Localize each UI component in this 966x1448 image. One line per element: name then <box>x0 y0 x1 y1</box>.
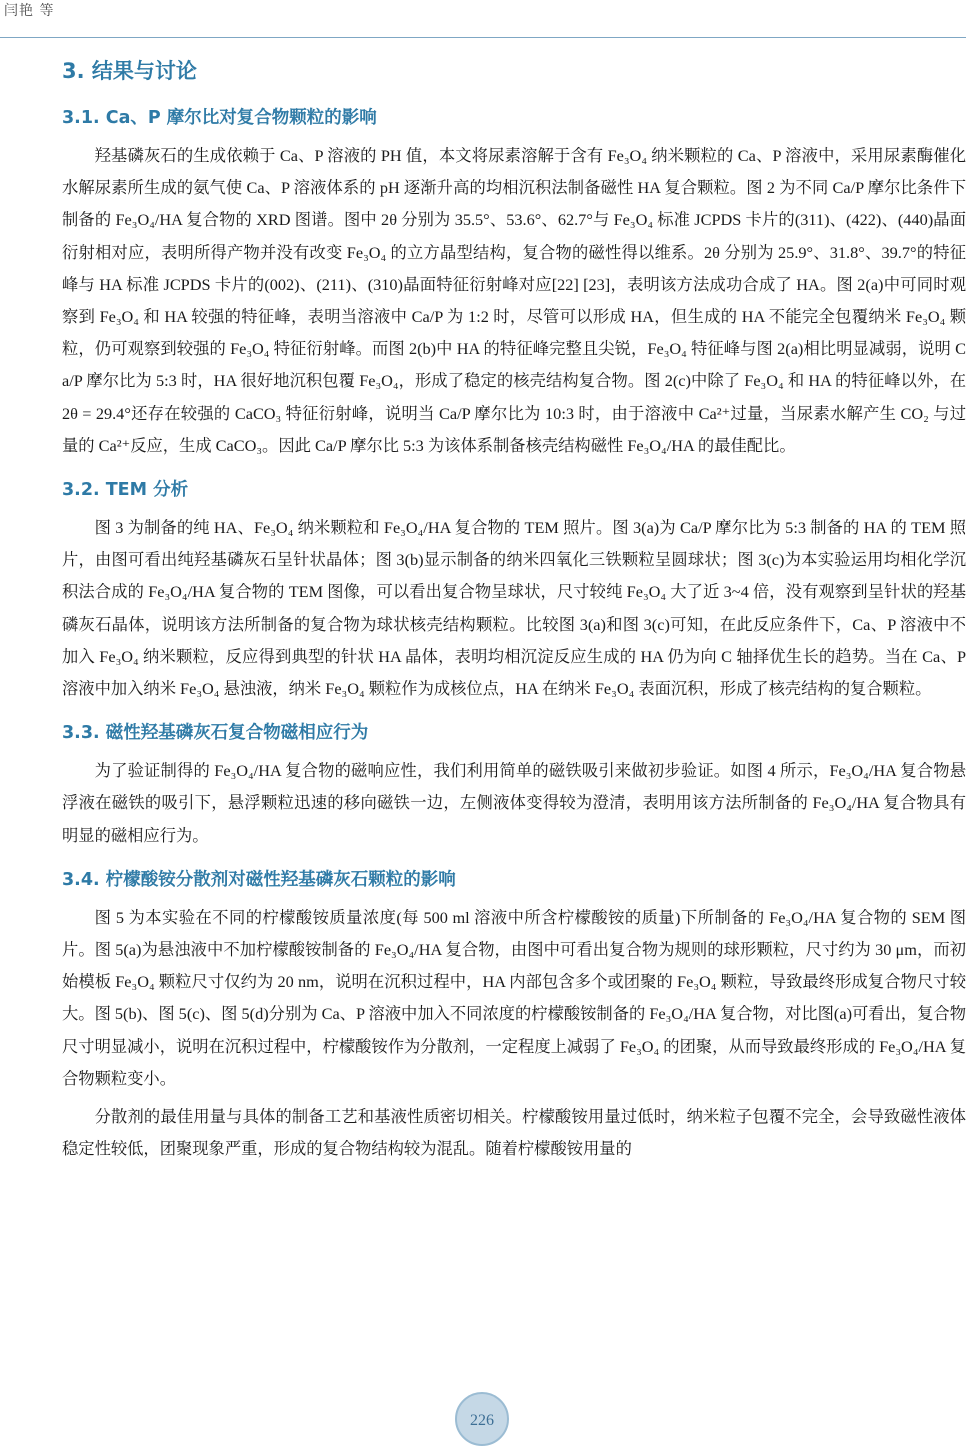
paragraph-3-2: 图 3 为制备的纯 HA、Fe₃O₄ 纳米颗粒和 Fe₃O₄/HA 复合物的 TEM 照片。图 3(a)为 Ca/P 摩尔比为 5:3 制备的 HA 的 TEM 照片，由图可看出纯羟基磷灰石呈针状晶体；图 3(b)显示制备的纳米四氧化三铁颗粒呈圆球状；图 3(c)为本实验运用均相化学沉积法合成的 Fe₃O₄/HA 复合物的 TEM 图像，可以看出复合物呈球状，尺寸较纯 Fe₃O₄ 大了近 3~4 倍，没有观察到呈针状的羟基磷灰石晶体，说明该方法所制备的复合物为球状核壳结构颗粒。比较图 3(a)和图 3(c)可知，在此反应条件下，Ca、P 溶液中不加入 Fe₃O₄ 纳米颗粒，反应得到典型的针状 HA 晶体，表明均相沉淀反应生成的 HA 仍为向 C 轴择优生长的趋势。当在 Ca、P 溶液中加入纳米 Fe₃O₄ 悬浊液，纳米 Fe₃O₄ 颗粒作为成核位点，HA 在纳米 Fe₃O₄ 表面沉积，形成了核壳结构的复合颗粒。 <box>62 518 966 699</box>
paragraph-3-4-a: 图 5 为本实验在不同的柠檬酸铵质量浓度(每 500 ml 溶液中所含柠檬酸铵的质量)下所制备的 Fe₃O₄/HA 复合物的 SEM 图片。图 5(a)为悬浊液中不加柠檬酸铵制备的 Fe₃O₄/HA 复合物，由图中可看出复合物为规则的球形颗粒，尺寸约为 30 μm，而初始模板 Fe₃O₄ 颗粒尺寸仅约为 20 nm，说明在沉积过程中，HA 内部包含多个或团聚的 Fe₃O₄ 颗粒，导致最终形成复合物尺寸较大。图 5(b)、图 5(c)、图 5(d)分别为 Ca、P 溶液中加入不同浓度的柠檬酸铵制备的 Fe₃O₄/HA 复合物，对比图(a)可看出，复合物尺寸明显减小，说明在沉积过程中，柠檬酸铵作为分散剂，一定程度上减弱了 Fe₃O₄ 的团聚，从而导致最终形成的 Fe₃O₄/HA 复合物颗粒变小。 <box>62 907 966 1088</box>
subsection-title-3-4: 3.4. 柠檬酸铵分散剂对磁性羟基磷灰石颗粒的影响 <box>62 869 456 890</box>
section-title-results: 3. 结果与讨论 <box>62 59 197 83</box>
subsection-title-3-2: 3.2. TEM 分析 <box>62 480 189 501</box>
page-number-badge: 226 <box>455 1392 509 1446</box>
subsection-title-3-3: 3.3. 磁性羟基磷灰石复合物磁相应行为 <box>62 723 369 744</box>
article-body <box>62 54 966 1171</box>
running-header <box>0 0 966 38</box>
subsection-title-3-1: 3.1. Ca、P 摩尔比对复合物颗粒的影响 <box>62 108 377 128</box>
paragraph-3-3: 为了验证制得的 Fe₃O₄/HA 复合物的磁响应性，我们利用简单的磁铁吸引来做初步验证。如图 4 所示，Fe₃O₄/HA 复合物悬浮液在磁铁的吸引下，悬浮颗粒迅速的移向磁铁一边，左侧液体变得较为澄清，表明用该方法所制备的 Fe₃O₄/HA 复合物具有明显的磁相应行为。 <box>62 761 966 845</box>
header-rule <box>0 37 966 38</box>
header-authors: 闫艳 等 <box>4 3 55 19</box>
paragraph-3-1: 羟基磷灰石的生成依赖于 Ca、P 溶液的 PH 值，本文将尿素溶解于含有 Fe₃O₄ 纳米颗粒的 Ca、P 溶液中，采用尿素酶催化水解尿素所生成的氨气使 Ca、P 溶液体系的 pH 逐渐升高的均相沉积法制备磁性 HA 复合颗粒。图 2 为不同 Ca/P 摩尔比条件下制备的 Fe₃O₄/HA 复合物的 XRD 图谱。图中 2θ 分别为 35.5°、53.6°、62.7°与 Fe₃O₄ 标准 JCPDS 卡片的(311)、(422)、(440)晶面衍射相对应，表明所得产物并没有改变 Fe₃O₄ 的立方晶型结构，复合物的磁性得以维系。2θ 分别为 25.9°、31.8°、39.7°的特征峰与 HA 标准 JCPDS 卡片的(002)、(211)、(310)晶面特征衍射峰对应[22] [23]，表明该方法成功合成了 HA。图 2(a)中可同时观察到 Fe₃O₄ 和 HA 较强的特征峰，表明当溶液中 Ca/P 为 1:2 时，尽管可以形成 HA，但生成的 HA 不能完全包覆纳米 Fe₃O₄ 颗粒，仍可观察到较强的 Fe₃O₄ 特征衍射峰。而图 2(b)中 HA 的特征峰完整且尖锐，Fe₃O₄ 特征峰与图 2(a)相比明显减弱，说明 Ca/P 摩尔比为 5:3 时，HA 很好地沉积包覆 Fe₃O₄，形成了稳定的核壳结构复合物。图 2(c)中除了 Fe₃O₄ 和 HA 的特征峰以外，在 2θ = 29.4°还存在较强的 CaCO₃ 特征衍射峰，说明当 Ca/P 摩尔比为 10:3 时，由于溶液中 Ca²⁺过量，当尿素水解产生 CO₂ 与过量的 Ca²⁺反应，生成 CaCO₃。因此 Ca/P 摩尔比 5:3 为该体系制备核壳结构磁性 Fe₃O₄/HA 的最佳配比。 <box>62 146 966 455</box>
paragraph-3-4-b: 分散剂的最佳用量与具体的制备工艺和基液性质密切相关。柠檬酸铵用量过低时，纳米粒子包覆不完全，会导致磁性液体稳定性较低，团聚现象严重，形成的复合物结构较为混乱。随着柠檬酸铵用量的 <box>62 1107 966 1159</box>
